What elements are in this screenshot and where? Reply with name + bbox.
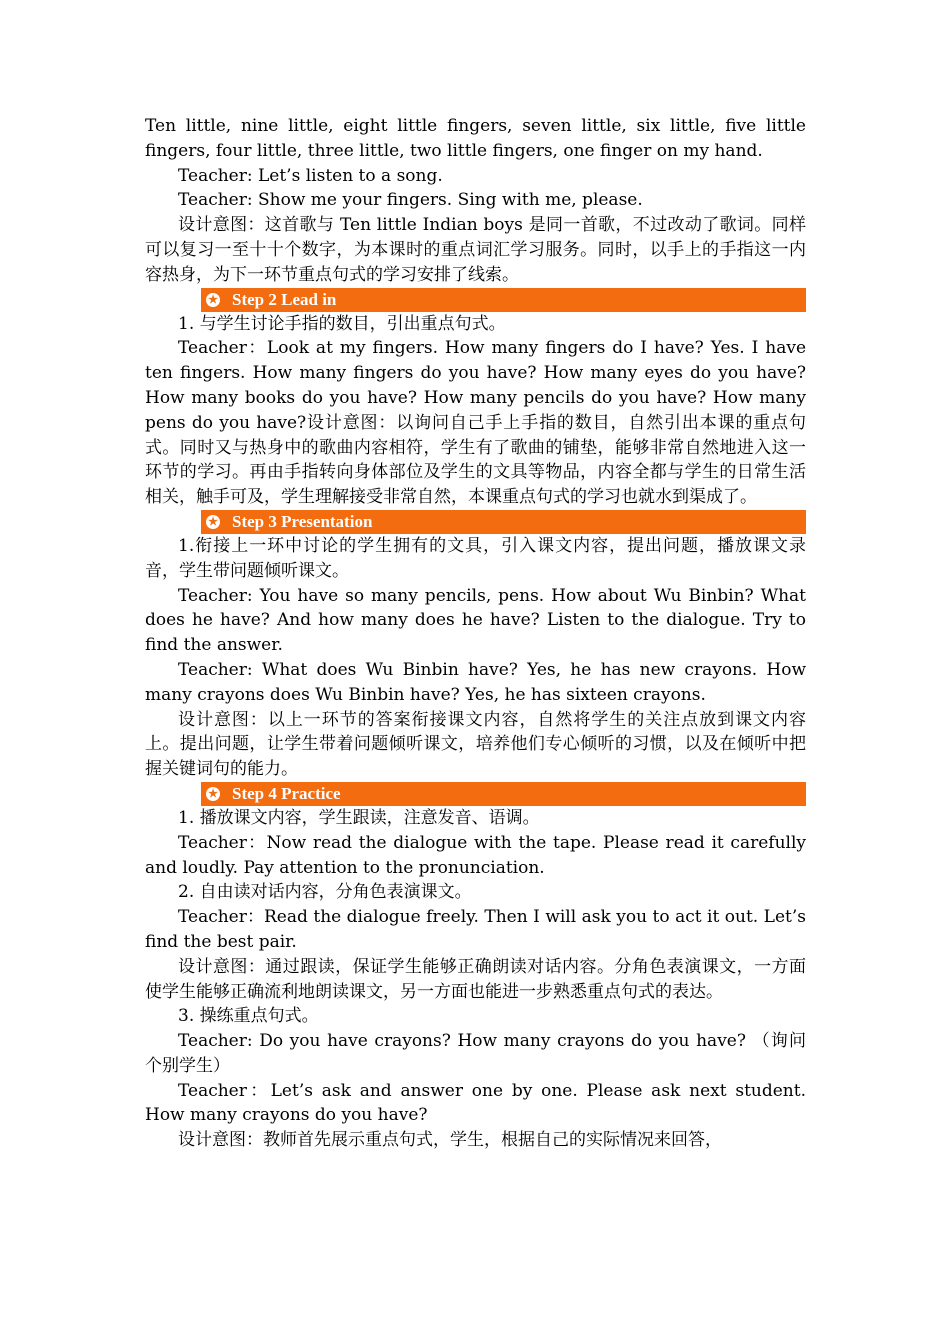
design-intent-paragraph: 设计意图：通过跟读，保证学生能够正确朗读对话内容。分角色表演课文，一方面使学生能够正确流利地朗读课文，另一方面也能进一步熟悉重点句式的表达。: [145, 956, 806, 1002]
paragraph: 1. 与学生讨论手指的数目，引出重点句式。: [178, 313, 506, 334]
paragraph: Teacher：Read the dialogue freely. Then I will ask you to act it out. Let’s find the best pair.: [145, 907, 806, 952]
paragraph: 1. 播放课文内容，学生跟读，注意发音、语调。: [178, 807, 540, 828]
step-4-title: Step 4 Practice: [232, 783, 341, 803]
step-3-header: [201, 510, 806, 534]
document-page: [145, 114, 806, 1153]
paragraph: Teacher: Show me your fingers. Sing with me, please.: [178, 190, 643, 211]
paragraph: 2. 自由读对话内容，分角色表演课文。: [178, 882, 472, 903]
paragraph: Teacher：Now read the dialogue with the tape. Please read it carefully and loudly. Pay attention to the pronunciation.: [145, 832, 806, 878]
paragraph: Teacher: You have so many pencils, pens. How about Wu Binbin? What does he have? And how many does he have? Listen to the dialogue. Try to find the answer.: [145, 585, 806, 656]
step-2-title: Step 2 Lead in: [232, 289, 337, 309]
paragraph: Teacher: Do you have crayons? How many crayons do you have? （询问个别学生）: [145, 1031, 806, 1076]
paragraph: Teacher: What does Wu Binbin have? Yes, he has new crayons. How many crayons does Wu Binbin have? Yes, he has sixteen crayons.: [145, 659, 806, 705]
paragraph: 3. 操练重点句式。: [178, 1006, 319, 1027]
design-intent-paragraph: 设计意图：这首歌与 Ten little Indian boys 是同一首歌，不过改动了歌词。同样可以复习一至十十个数字，为本课时的重点词汇学习服务。同时，以手上的手指这一内容热身，为下一环节重点句式的学习安排了线索。: [145, 215, 806, 285]
star-circle-icon: ★: [206, 293, 220, 307]
step-3-title: Step 3 Presentation: [232, 511, 373, 531]
star-circle-icon: ★: [206, 515, 220, 529]
paragraph: Teacher: Let’s listen to a song.: [178, 165, 443, 186]
step-4-header: [201, 782, 806, 806]
step-2-header: [201, 288, 806, 312]
design-intent-paragraph: 设计意图：以上一环节的答案衔接课文内容，自然将学生的关注点放到课文内容上。提出问题，让学生带着问题倾听课文，培养他们专心倾听的习惯，以及在倾听中把握关键词句的能力。: [145, 709, 806, 780]
star-circle-icon: ★: [206, 787, 220, 801]
paragraph: Teacher：Look at my fingers. How many fingers do I have? Yes. I have ten fingers. How many fingers do you have? How many eyes do you have? How many books do you have? How many pencils do you have? How many pens do you have?设计意图：以询问自己手上手指的数目，自然引出本课的重点句式。同时又与热身中的歌曲内容相符，学生有了歌曲的铺垫，能够非常自然地进入这一环节的学习。再由手指转向身体部位及学生的文具等物品，内容全都与学生的日常生活相关，触手可及，学生理解接受非常自然，本课重点句式的学习也就水到渠成了。: [145, 338, 806, 508]
paragraph: 1.衔接上一环中讨论的学生拥有的文具，引入课文内容，提出问题，播放课文录音，学生带问题倾听课文。: [145, 535, 806, 581]
design-intent-paragraph: 设计意图：教师首先展示重点句式，学生，根据自己的实际情况来回答，: [178, 1130, 722, 1151]
song-lyrics: Ten little, nine little, eight little fingers, seven little, six little, five little fingers, four little, three little, two little fingers, one finger on my hand.: [145, 116, 806, 161]
paragraph: Teacher：Let’s ask and answer one by one. Please ask next student. How many crayons do you have?: [145, 1080, 806, 1126]
